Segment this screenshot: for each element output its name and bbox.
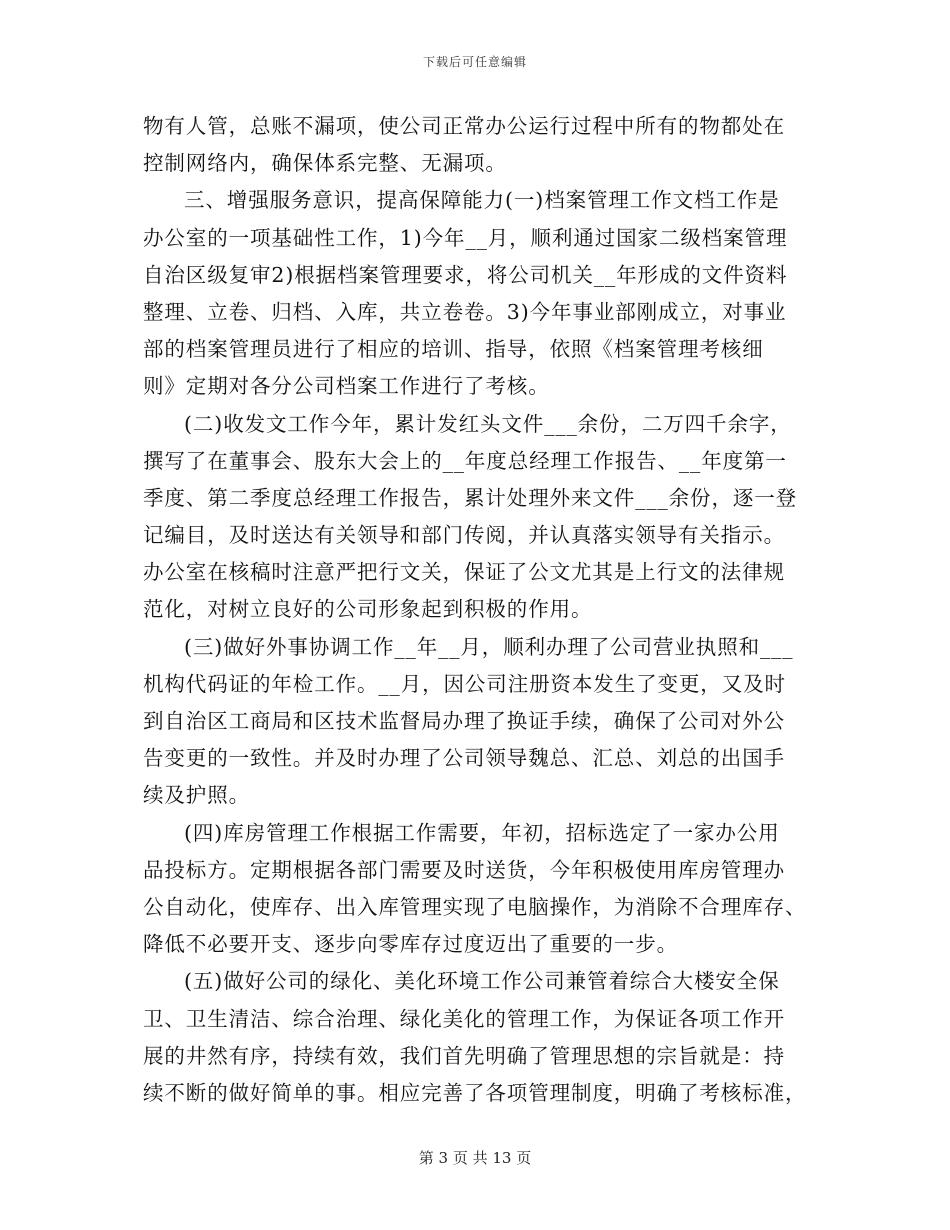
page-number: 第 3 页 共 13 页	[418, 1149, 532, 1167]
paragraph-start-line: (三)做好外事协调工作__年__月，顺利办理了公司营业执照和___	[184, 634, 794, 659]
paragraph-start-line: (二)收发文工作今年，累计发红头文件___余份，二万四千余字，	[184, 411, 792, 436]
text-line: 公自动化，使库存、出入库管理实现了电脑操作，为消除不合理库存、	[143, 894, 807, 919]
text-line: 范化，对树立良好的公司形象起到积极的作用。	[143, 597, 593, 622]
text-line: 办公室在核稿时注意严把行文关，保证了公文尤其是上行文的法律规	[143, 560, 785, 585]
paragraph-start-line: (四)库房管理工作根据工作需要，年初，招标选定了一家办公用	[184, 820, 780, 845]
text-line: 撰写了在董事会、股东大会上的__年度总经理工作报告、__年度第一	[143, 448, 787, 473]
text-line: 告变更的一致性。并及时办理了公司领导魏总、汇总、刘总的出国手	[143, 746, 785, 771]
header-note: 下载后可任意编辑	[422, 55, 527, 69]
text-line: 整理、立卷、归档、入库，共立卷卷。3)今年事业部刚成立，对事业	[143, 299, 787, 324]
text-line: 自治区级复审2)根据档案管理要求，将公司机关__年形成的文件资料	[143, 262, 788, 287]
text-line: 到自治区工商局和区技术监督局办理了换证手续，确保了公司对外公	[143, 709, 785, 733]
text-line: 品投标方。定期根据各部门需要及时送货，今年积极使用库房管理办	[143, 857, 785, 882]
text-line: 降低不必要开支、逐步向零库存过度迈出了重要的一步。	[143, 932, 678, 957]
paragraph-start-line: 三、增强服务意识，提高保障能力(一)档案管理工作文档工作是	[184, 188, 780, 213]
document-body	[143, 108, 811, 1112]
text-line: 展的井然有序，持续有效，我们首先明确了管理思想的宗旨就是：持	[143, 1043, 785, 1068]
text-line: 机构代码证的年检工作。__月，因公司注册资本发生了变更，又及时	[143, 671, 786, 696]
text-line: 则》定期对各分公司档案工作进行了考核。	[143, 374, 550, 399]
text-line: 续及护照。	[143, 783, 250, 808]
text-line: 记编目，及时送达有关领导和部门传阅，并认真落实领导有关指示。	[143, 523, 785, 548]
text-line: 办公室的一项基础性工作，1)今年__月，顺利通过国家二级档案管理	[143, 225, 788, 250]
text-line: 季度、第二季度总经理工作报告，累计处理外来文件___余份，逐一登	[143, 485, 798, 510]
text-line: 卫、卫生清洁、综合治理、绿化美化的管理工作，为保证各项工作开	[143, 1006, 785, 1031]
text-line: 物有人管，总账不漏项，使公司正常办公运行过程中所有的物都处在	[143, 114, 785, 138]
paragraph-start-line: (五)做好公司的绿化、美化环境工作公司兼管着综合大楼安全保	[184, 969, 780, 994]
text-line: 控制网络内，确保体系完整、无漏项。	[143, 151, 507, 176]
text-line: 续不断的做好简单的事。相应完善了各项管理制度，明确了考核标准，	[143, 1080, 807, 1105]
text-line: 部的档案管理员进行了相应的培训、指导，依照《档案管理考核细	[143, 337, 764, 362]
